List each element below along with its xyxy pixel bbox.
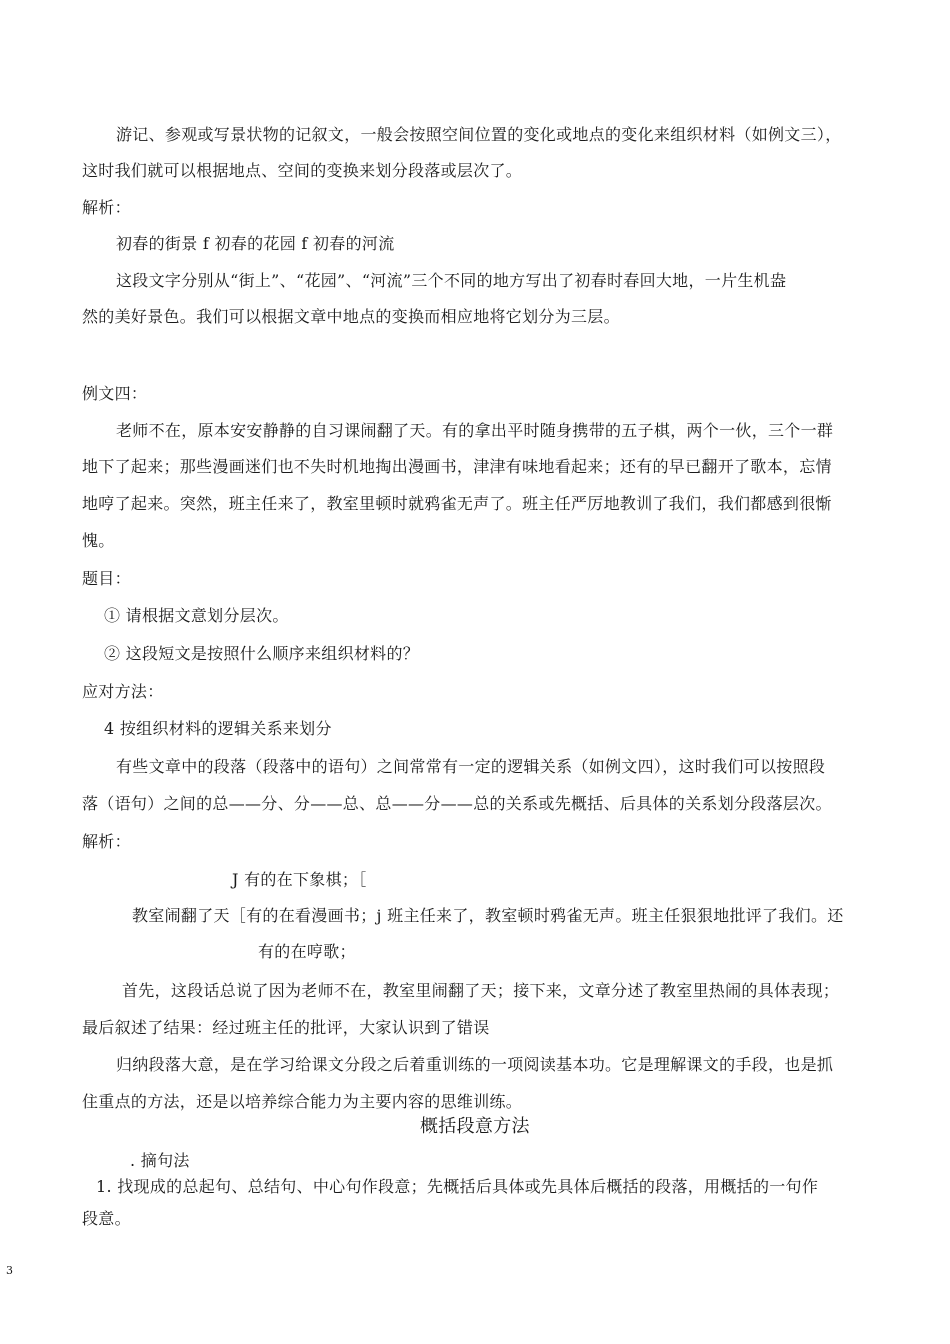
paragraph-line: 有些文章中的段落（段落中的语句）之间常常有一定的逻辑关系（如例文四），这时我们可以按照段 bbox=[116, 757, 826, 776]
paragraph-line: 这段文字分别从“街上”、“花园”、“河流”三个不同的地方写出了初春时春回大地，一片生机盎 bbox=[116, 271, 787, 290]
paragraph-line: 老师不在，原本安安静静的自习课闹翻了天。有的拿出平时随身携带的五子棋，两个一伙，三个一群 bbox=[116, 421, 834, 440]
paragraph-line: 住重点的方法，还是以培养综合能力为主要内容的思维训练。 bbox=[82, 1092, 523, 1111]
paragraph-line: 落（语句）之间的总——分、分——总、总——分——总的关系或先概括、后具体的关系划分段落层次。 bbox=[82, 794, 832, 813]
diagram-line: 教室闹翻了天［有的在看漫画书；j 班主任来了，教室顿时鸦雀无声。班主任狠狠地批评了我们。还 bbox=[132, 906, 844, 925]
paragraph-line: 初春的街景 f 初春的花园 f 初春的河流 bbox=[116, 234, 395, 253]
list-item: ① 请根据文意划分层次。 bbox=[104, 606, 289, 625]
paragraph-line: 首先，这段话总说了因为老师不在，教室里闹翻了天；接下来，文章分述了教室里热闹的具体表现； bbox=[122, 981, 840, 1000]
section-label: 应对方法： bbox=[82, 682, 164, 701]
section-label: 题目： bbox=[82, 569, 131, 588]
paragraph-line: 地下了起来；那些漫画迷们也不失时机地掏出漫画书，津津有味地看起来；还有的早已翻开了歌本，忘情 bbox=[82, 457, 832, 476]
paragraph-line: 游记、参观或写景状物的记叙文，一般会按照空间位置的变化或地点的变化来组织材料（如例文三）， bbox=[116, 125, 842, 144]
list-item: ② 这段短文是按照什么顺序来组织材料的？ bbox=[104, 644, 420, 663]
section-label: 解析： bbox=[82, 832, 131, 851]
section-label: 例文四： bbox=[82, 384, 148, 403]
diagram-line: 有的在哼歌； bbox=[258, 942, 356, 961]
subheading: 4 按组织材料的逻辑关系来划分 bbox=[104, 719, 332, 738]
section-heading: 概括段意方法 bbox=[420, 1116, 530, 1137]
paragraph-line: 然的美好景色。我们可以根据文章中地点的变换而相应地将它划分为三层。 bbox=[82, 307, 620, 326]
paragraph-line: 地哼了起来。突然，班主任来了，教室里顿时就鸦雀无声了。班主任严厉地教训了我们，我们都感到很惭 bbox=[82, 494, 832, 513]
subheading: . 摘句法 bbox=[130, 1151, 190, 1170]
paragraph-line: 最后叙述了结果：经过班主任的批评，大家认识到了错误 bbox=[82, 1018, 490, 1037]
diagram-line: J 有的在下象棋；［ bbox=[232, 870, 367, 889]
paragraph-line: 归纳段落大意，是在学习给课文分段之后着重训练的一项阅读基本功。它是理解课文的手段，也是抓 bbox=[116, 1055, 834, 1074]
paragraph-line: 1. 找现成的总起句、总结句、中心句作段意；先概括后具体或先具体后概括的段落，用概括的一句作 bbox=[96, 1177, 819, 1196]
paragraph-line: 愧。 bbox=[82, 531, 115, 550]
paragraph-line: 这时我们就可以根据地点、空间的变换来划分段落或层次了。 bbox=[82, 161, 523, 180]
page-number: 3 bbox=[6, 1264, 14, 1277]
section-label: 解析： bbox=[82, 198, 131, 217]
paragraph-line: 段意。 bbox=[82, 1209, 131, 1228]
